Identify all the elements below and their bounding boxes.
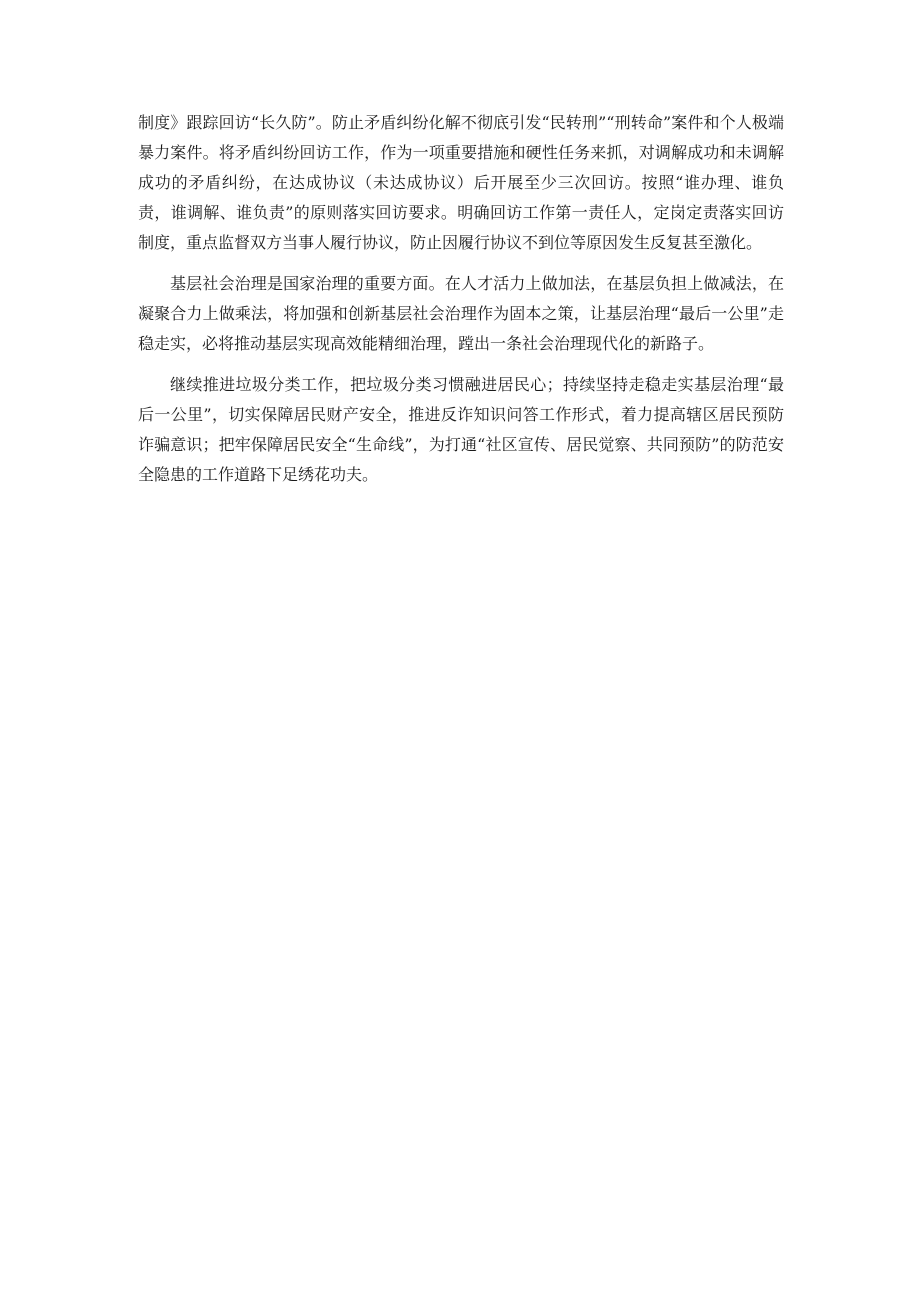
paragraph-grassroots-governance: 基层社会治理是国家治理的重要方面。在人才活力上做加法，在基层负担上做减法，在凝聚合力上做乘法，将加强和创新基层社会治理作为固本之策，让基层治理“最后一公里”走稳走实，必将推动基层实现高效能精细治理，蹚出一条社会治理现代化的新路子。 [138, 274, 784, 353]
paragraph-garbage-sorting: 继续推进垃圾分类工作，把垃圾分类习惯融进居民心；持续坚持走稳走实基层治理“最后一公里”，切实保障居民财产安全，推进反诈知识问答工作形式，着力提高辖区居民预防诈骗意识；把牢保障居民安全“生命线”，为打通“社区宣传、居民觉察、共同预防”的防范安全隐患的工作道路下足绣花功夫。 [138, 375, 784, 484]
paragraph-continuation: 制度》跟踪回访“长久防”。防止矛盾纠纷化解不彻底引发“民转刑”“刑转命”案件和个人极端暴力案件。将矛盾纠纷回访工作，作为一项重要措施和硬性任务来抓，对调解成功和未调解成功的矛盾纠纷，在达成协议（未达成协议）后开展至少三次回访。按照“谁办理、谁负责，谁调解、谁负责”的原则落实回访要求。明确回访工作第一责任人，定岗定责落实回访制度，重点监督双方当事人履行协议，防止因履行协议不到位等原因发生反复甚至激化。 [138, 113, 784, 252]
document-body [138, 108, 784, 501]
